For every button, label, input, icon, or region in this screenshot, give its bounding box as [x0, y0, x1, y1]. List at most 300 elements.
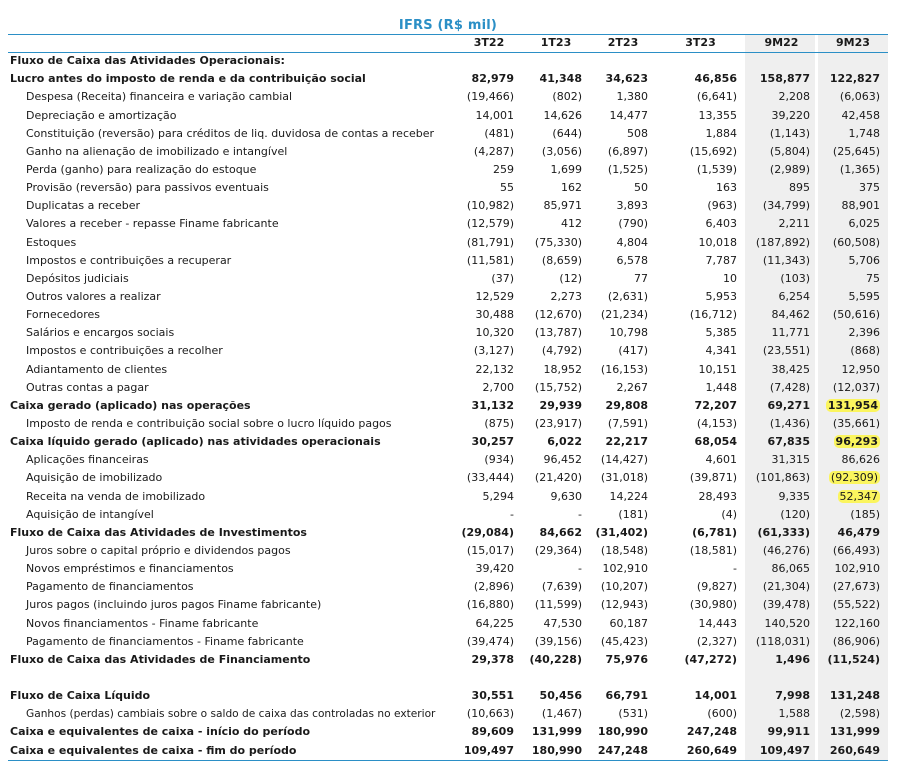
cash-flow-table: [8, 34, 888, 760]
value-cell: 259: [493, 163, 514, 177]
value-cell: (12,670): [534, 308, 582, 322]
value-cell: (25,645): [832, 144, 880, 158]
value-cell: (31,018): [600, 471, 648, 485]
value-cell: 28,493: [698, 489, 737, 503]
value-cell: (50,616): [832, 308, 880, 322]
row-label: Ganhos (perdas) cambiais sobre o saldo de caixa das controladas no exterior: [26, 708, 436, 721]
value-cell: 99,911: [767, 725, 810, 739]
value-cell: (1,525): [607, 163, 648, 177]
value-cell: [745, 669, 818, 687]
value-cell: 6,022: [547, 435, 582, 449]
value-cell: 75: [866, 271, 880, 285]
value-cell: 10,018: [698, 235, 737, 249]
value-cell: 69,271: [767, 398, 810, 412]
value-cell: (30,980): [689, 598, 737, 612]
column-header: 9M22: [764, 36, 799, 50]
column-header: 3T22: [473, 36, 505, 50]
value-cell: (2,896): [473, 580, 514, 594]
value-cell: (37): [491, 271, 514, 285]
value-cell: 5,953: [705, 290, 737, 304]
value-cell: (10,663): [466, 707, 514, 721]
table-row: [8, 197, 888, 215]
value-cell: (4,153): [696, 417, 737, 431]
value-cell: (60,508): [832, 235, 880, 249]
value-cell: 131,999: [531, 725, 582, 739]
value-cell: 247,248: [686, 725, 737, 739]
value-cell: 42,458: [841, 108, 880, 122]
value-cell: (29,084): [461, 525, 514, 539]
table-row: [8, 542, 888, 560]
table-row: [8, 669, 888, 687]
value-cell: -: [733, 562, 737, 576]
table-row: [8, 179, 888, 197]
value-cell: [818, 469, 888, 487]
row-label: Fornecedores: [26, 308, 101, 322]
table-row: [8, 215, 888, 233]
row-label: Novos financiamentos - Finame fabricante: [26, 616, 259, 630]
value-cell: (29,364): [534, 544, 582, 557]
value-cell: -: [510, 507, 514, 521]
value-cell: 375: [859, 181, 880, 195]
value-cell: (6,781): [692, 525, 737, 539]
header-bottom-rule: [8, 52, 888, 53]
table-row: [8, 288, 888, 306]
value-cell: (417): [618, 344, 648, 358]
row-label: Novos empréstimos e financiamentos: [26, 562, 234, 576]
value-cell: 89,609: [471, 725, 514, 739]
value-cell: (1,436): [769, 417, 810, 431]
value-cell: 39,420: [475, 562, 514, 576]
value-cell: 4,341: [705, 344, 737, 358]
value-cell: 64,225: [475, 616, 514, 630]
row-label: Caixa e equivalentes de caixa - fim do período: [10, 743, 297, 757]
table-bottom-rule: [8, 760, 888, 761]
value-cell: (3,127): [473, 344, 514, 358]
value-cell: 10,798: [609, 326, 648, 340]
table-row: [8, 107, 888, 125]
header-row: [8, 34, 888, 52]
value-cell: 260,649: [829, 743, 880, 757]
table-row: [8, 342, 888, 360]
value-cell: (86,906): [832, 634, 880, 648]
table-row: [8, 161, 888, 179]
value-cell: (23,551): [762, 344, 810, 358]
value-cell: 1,448: [705, 380, 737, 394]
value-cell: 6,025: [848, 217, 880, 231]
value-cell: 47,530: [543, 616, 582, 630]
value-cell: (12): [559, 271, 582, 285]
table-row: [8, 705, 888, 723]
value-cell: (1,467): [541, 707, 582, 721]
value-cell: 1,884: [705, 126, 737, 140]
table-row: [8, 415, 888, 433]
value-cell: 14,001: [475, 108, 514, 122]
value-cell: [818, 433, 888, 451]
value-cell: 2,273: [550, 290, 582, 304]
value-cell: 39,220: [771, 108, 810, 122]
value-cell: 109,497: [463, 743, 514, 757]
value-cell: (35,661): [832, 417, 880, 431]
value-cell: (103): [780, 271, 810, 285]
value-cell: 412: [561, 217, 582, 231]
header-top-rule: [8, 34, 888, 35]
value-cell: (185): [850, 507, 880, 521]
value-cell: (21,234): [600, 308, 648, 322]
row-label: Pagamento de financiamentos: [26, 580, 194, 594]
value-cell: (481): [484, 126, 514, 140]
value-cell: (45,423): [600, 634, 648, 648]
value-cell: 131,248: [829, 689, 880, 703]
value-cell: (181): [618, 507, 648, 521]
value-cell: (8,659): [541, 253, 582, 267]
value-cell: (13,787): [534, 326, 582, 340]
value-cell: (21,420): [534, 471, 582, 485]
row-label: Juros sobre o capital próprio e dividendos pagos: [26, 544, 291, 557]
table-row: [8, 451, 888, 469]
value-cell: (40,228): [529, 652, 582, 666]
value-cell: [456, 52, 522, 70]
value-cell: (31,402): [595, 525, 648, 539]
highlighted-value: 52,347: [839, 489, 878, 503]
value-cell: 7,787: [705, 253, 737, 267]
row-label: Provisão (reversão) para passivos eventuais: [26, 181, 269, 195]
value-cell: 260,649: [686, 743, 737, 757]
value-cell: (55,522): [832, 598, 880, 612]
value-cell: (14,427): [600, 453, 648, 467]
value-cell: (7,428): [769, 380, 810, 394]
column-header: 2T23: [607, 36, 639, 50]
row-label: Aquisição de intangível: [26, 507, 154, 521]
table-row: [8, 125, 888, 143]
table-row: [8, 324, 888, 342]
value-cell: (15,692): [689, 144, 737, 158]
row-label: Juros pagos (incluindo juros pagos Finame fabricante): [26, 598, 322, 612]
value-cell: 60,187: [609, 616, 648, 630]
table-row: [8, 52, 888, 70]
value-cell: 6,403: [705, 217, 737, 231]
table-row: [8, 433, 888, 451]
row-label: Lucro antes do imposto de renda e da contribuição social: [10, 72, 366, 86]
value-cell: 5,595: [848, 290, 880, 304]
table-body: [8, 34, 888, 760]
table-row: [8, 397, 888, 415]
row-label: Fluxo de Caixa das Atividades de Investimentos: [10, 525, 307, 539]
value-cell: 140,520: [764, 616, 810, 630]
value-cell: [656, 52, 745, 70]
value-cell: (39,156): [534, 634, 582, 648]
value-cell: (101,863): [755, 471, 810, 485]
row-label: [8, 669, 456, 687]
row-label: Impostos e contribuições a recuperar: [26, 253, 232, 267]
value-cell: [818, 669, 888, 687]
value-cell: 180,990: [597, 725, 648, 739]
row-label: Estoques: [26, 235, 77, 249]
value-cell: (16,153): [600, 362, 648, 376]
value-cell: 895: [789, 181, 810, 195]
value-cell: 5,385: [705, 326, 737, 340]
value-cell: 68,054: [694, 435, 737, 449]
value-cell: 18,952: [543, 362, 582, 376]
highlighted-value: 96,293: [835, 435, 878, 449]
value-cell: [522, 669, 590, 687]
highlighted-value: 131,954: [827, 398, 878, 412]
row-label: Constituição (reversão) para créditos de liq. duvidosa de contas a receber: [26, 126, 435, 140]
table-row: [8, 306, 888, 324]
value-cell: 131,999: [829, 725, 880, 739]
row-label: Depósitos judiciais: [26, 271, 129, 285]
value-cell: (23,917): [534, 417, 582, 431]
value-cell: 14,626: [543, 108, 582, 122]
value-cell: 96,452: [543, 453, 582, 467]
value-cell: (6,063): [839, 90, 880, 104]
value-cell: (11,524): [827, 652, 880, 666]
value-cell: 85,971: [543, 199, 582, 213]
value-cell: (4,792): [541, 344, 582, 358]
table-row: [8, 633, 888, 651]
value-cell: (66,493): [832, 544, 880, 557]
value-cell: -: [578, 507, 582, 521]
table-row: [8, 143, 888, 161]
value-cell: 508: [627, 126, 648, 140]
table-row: [8, 651, 888, 669]
value-cell: 13,355: [698, 108, 737, 122]
value-cell: (11,581): [466, 253, 514, 267]
value-cell: 10: [723, 271, 737, 285]
value-cell: (11,599): [534, 598, 582, 612]
value-cell: (11,343): [762, 253, 810, 267]
table-row: [8, 70, 888, 88]
table-row: [8, 469, 888, 487]
row-label: Outras contas a pagar: [26, 380, 149, 394]
value-cell: 180,990: [531, 743, 582, 757]
value-cell: (39,478): [762, 598, 810, 612]
value-cell: 1,380: [616, 90, 648, 104]
value-cell: 14,224: [609, 489, 648, 503]
value-cell: 9,335: [778, 489, 810, 503]
value-cell: (2,631): [607, 290, 648, 304]
value-cell: 22,217: [605, 435, 648, 449]
value-cell: (790): [618, 217, 648, 231]
value-cell: 46,479: [837, 525, 880, 539]
table-row: [8, 687, 888, 705]
row-label: Caixa gerado (aplicado) nas operações: [10, 398, 251, 412]
row-label: Outros valores a realizar: [26, 290, 161, 304]
row-label: Adiantamento de clientes: [26, 362, 168, 376]
header-label-cell: [8, 34, 456, 52]
value-cell: 34,623: [605, 72, 648, 86]
row-label: Pagamento de financiamentos - Finame fabricante: [26, 634, 304, 648]
value-cell: (16,880): [466, 598, 514, 612]
value-cell: (2,327): [696, 634, 737, 648]
value-cell: (10,207): [600, 580, 648, 594]
row-label: Receita na venda de imobilizado: [26, 489, 206, 503]
value-cell: (1,539): [696, 163, 737, 177]
value-cell: (39,871): [689, 471, 737, 485]
value-cell: (118,031): [755, 634, 810, 648]
row-label: Imposto de renda e contribuição social sobre o lucro líquido pagos: [26, 417, 392, 431]
value-cell: (18,548): [600, 544, 648, 557]
table-row: [8, 488, 888, 506]
row-label: Aquisição de imobilizado: [26, 471, 163, 485]
value-cell: 12,529: [475, 290, 514, 304]
value-cell: (6,897): [607, 144, 648, 158]
value-cell: 1,496: [775, 652, 810, 666]
row-label: Perda (ganho) para realização do estoque: [26, 163, 257, 177]
value-cell: (15,752): [534, 380, 582, 394]
value-cell: (75,330): [534, 235, 582, 249]
value-cell: (12,037): [832, 380, 880, 394]
column-header: 9M23: [836, 36, 870, 50]
table-row: [8, 234, 888, 252]
value-cell: 1,699: [550, 163, 582, 177]
value-cell: -: [578, 562, 582, 576]
value-cell: 31,132: [471, 398, 514, 412]
value-cell: 109,497: [759, 743, 810, 757]
row-label: Aplicações financeiras: [26, 453, 149, 467]
value-cell: (2,598): [839, 707, 880, 721]
value-cell: (3,056): [541, 144, 582, 158]
value-cell: (10,982): [466, 199, 514, 213]
value-cell: 66,791: [605, 689, 648, 703]
value-cell: (802): [552, 90, 582, 104]
value-cell: (868): [850, 344, 880, 358]
table-row: [8, 88, 888, 106]
value-cell: (2,989): [769, 163, 810, 177]
row-label: Depreciação e amortização: [26, 108, 177, 122]
value-cell: 1,748: [848, 126, 880, 140]
row-label: Duplicatas a receber: [26, 199, 140, 213]
value-cell: 30,257: [471, 435, 514, 449]
value-cell: (34,799): [762, 199, 810, 213]
value-cell: 29,939: [539, 398, 582, 412]
value-cell: 10,320: [475, 326, 514, 340]
table-row: [8, 578, 888, 596]
value-cell: (6,641): [696, 90, 737, 104]
value-cell: (5,804): [769, 144, 810, 158]
value-cell: (46,276): [762, 544, 810, 557]
value-cell: 4,601: [705, 453, 737, 467]
value-cell: 30,488: [475, 308, 514, 322]
value-cell: [456, 669, 522, 687]
table-row: [8, 506, 888, 524]
value-cell: 86,065: [771, 562, 810, 576]
table-row: [8, 560, 888, 578]
column-header: 1T23: [540, 36, 572, 50]
value-cell: 6,578: [616, 253, 648, 267]
value-cell: [818, 397, 888, 415]
value-cell: 4,804: [616, 235, 648, 249]
value-cell: 122,827: [829, 72, 880, 86]
value-cell: 29,808: [605, 398, 648, 412]
value-cell: 86,626: [841, 453, 880, 467]
value-cell: 5,294: [482, 489, 514, 503]
value-cell: 50: [634, 181, 648, 195]
value-cell: 88,901: [841, 199, 880, 213]
value-cell: 41,348: [539, 72, 582, 86]
value-cell: 22,132: [475, 362, 514, 376]
value-cell: 9,630: [550, 489, 582, 503]
value-cell: (21,304): [762, 580, 810, 594]
value-cell: 29,378: [471, 652, 514, 666]
value-cell: 1,588: [778, 707, 810, 721]
table-row: [8, 723, 888, 741]
value-cell: 2,211: [778, 217, 810, 231]
value-cell: 247,248: [597, 743, 648, 757]
row-label: Valores a receber - repasse Finame fabricante: [26, 217, 279, 231]
value-cell: (27,673): [832, 580, 880, 594]
value-cell: 84,662: [539, 525, 582, 539]
table-title: IFRS (R$ mil): [398, 18, 498, 33]
value-cell: 163: [716, 181, 737, 195]
value-cell: 30,551: [471, 689, 514, 703]
value-cell: [745, 52, 818, 70]
table-row: [8, 361, 888, 379]
value-cell: (120): [780, 507, 810, 521]
value-cell: [656, 669, 745, 687]
row-label: Ganho na alienação de imobilizado e intangível: [26, 144, 288, 158]
row-label: Despesa (Receita) financeira e variação cambial: [26, 90, 293, 104]
value-cell: (1,365): [839, 163, 880, 177]
value-cell: 10,151: [698, 362, 737, 376]
value-cell: 102,910: [602, 562, 648, 576]
value-cell: [818, 488, 888, 506]
value-cell: [522, 52, 590, 70]
value-cell: 122,160: [834, 616, 880, 630]
row-label: Salários e encargos sociais: [26, 326, 175, 340]
row-label: Fluxo de Caixa das Atividades Operacionais:: [10, 54, 285, 68]
value-cell: 14,001: [694, 689, 737, 703]
value-cell: 5,706: [848, 253, 880, 267]
table-row: [8, 615, 888, 633]
value-cell: (1,143): [769, 126, 810, 140]
row-label: Fluxo de Caixa Líquido: [10, 689, 151, 703]
value-cell: 72,207: [694, 398, 737, 412]
value-cell: 102,910: [834, 562, 880, 576]
value-cell: (531): [618, 707, 648, 721]
value-cell: 7,998: [775, 689, 810, 703]
value-cell: 3,893: [616, 199, 648, 213]
value-cell: 67,835: [767, 435, 810, 449]
value-cell: (963): [707, 199, 737, 213]
value-cell: (7,639): [541, 580, 582, 594]
value-cell: 158,877: [759, 72, 810, 86]
value-cell: (19,466): [466, 90, 514, 104]
table-row: [8, 270, 888, 288]
value-cell: 2,208: [778, 90, 810, 104]
table-row: [8, 524, 888, 542]
column-header: 3T23: [685, 36, 716, 50]
highlighted-value: (92,309): [830, 471, 878, 485]
value-cell: 75,976: [605, 652, 648, 666]
table-row: [8, 379, 888, 397]
table-row: [8, 741, 888, 759]
value-cell: 77: [634, 271, 648, 285]
value-cell: (47,272): [684, 652, 737, 666]
value-cell: 6,254: [778, 290, 810, 304]
value-cell: 55: [500, 181, 514, 195]
value-cell: 11,771: [771, 326, 810, 340]
value-cell: 82,979: [471, 72, 514, 86]
value-cell: (7,591): [607, 417, 648, 431]
value-cell: 12,950: [841, 362, 880, 376]
value-cell: (81,791): [466, 235, 514, 249]
value-cell: (187,892): [755, 235, 810, 249]
value-cell: [590, 669, 656, 687]
value-cell: 162: [561, 181, 582, 195]
value-cell: 2,700: [482, 380, 514, 394]
value-cell: (16,712): [689, 308, 737, 322]
value-cell: 46,856: [694, 72, 737, 86]
